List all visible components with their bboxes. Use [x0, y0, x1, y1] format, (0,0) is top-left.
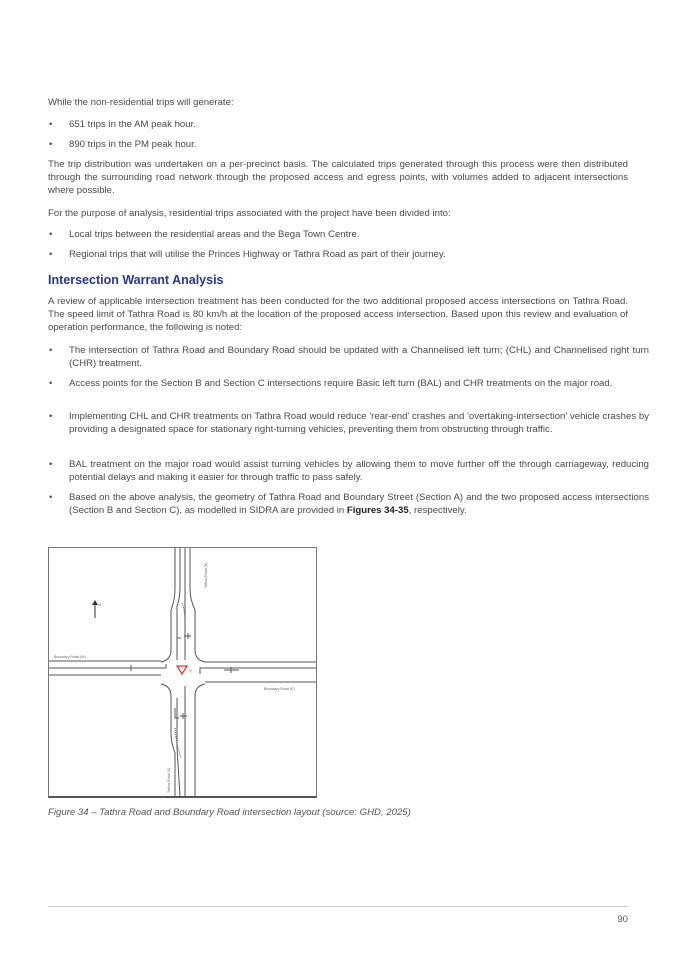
- boundary-road-west-label: Boundary Road (W): [54, 655, 86, 659]
- bullet-icon: •: [49, 492, 53, 503]
- bullet-icon: •: [49, 345, 53, 356]
- bullet-icon: •: [49, 119, 53, 130]
- bullet-icon: •: [49, 378, 53, 389]
- bullet-text: BAL treatment on the major road would assist turning vehicles by allowing them to move further off the through carriageway, reducing potential delays and making it easier for through traffic to pass safely.: [69, 459, 649, 484]
- bullet-chl-chr-benefits: [48, 410, 649, 436]
- tathra-south-east-edge: [195, 684, 205, 796]
- lane-marking-north: [177, 628, 191, 639]
- tathra-road-south-label: Tathra Road (S): [167, 767, 171, 793]
- page-number: 90: [617, 914, 628, 925]
- non-residential-lead: While the non-residential trips will generate:: [48, 97, 234, 108]
- lane-arrow-west: [124, 665, 139, 671]
- bullet-regional-trips: [48, 248, 649, 261]
- bullet-text: Regional trips that will utilise the Princes Highway or Tathra Road as part of their journey.: [69, 249, 446, 260]
- bullet-local-trips: [48, 228, 649, 241]
- trip-distribution-paragraph: The trip distribution was undertaken on a per-precinct basis. The calculated trips generated through this process were then distributed through the surrounding road network through the proposed access and egress points, with volumes added to adjacent intersections where possible.: [48, 159, 628, 197]
- bullet-text: Access points for the Section B and Section C intersections require Basic left turn (BAL) and CHR treatments on the major road.: [69, 378, 613, 389]
- bullet-text: Local trips between the residential areas and the Bega Town Centre.: [69, 229, 360, 240]
- bullet-text: The intersection of Tathra Road and Boundary Road should be updated with a Channelised left turn; (CHL) and Channelised right turn (CHR) treatment.: [69, 345, 649, 370]
- bullet-text: 651 trips in the AM peak hour.: [69, 119, 196, 130]
- figure-reference-link[interactable]: Figures 34-35: [346, 505, 409, 517]
- tathra-north-east-edge: [190, 548, 205, 662]
- give-way-marker-label: ?: [189, 669, 192, 674]
- bullet-access-points: [48, 377, 649, 390]
- north-label: N: [98, 602, 101, 607]
- section-heading: Intersection Warrant Analysis: [48, 273, 224, 287]
- give-way-icon: [177, 666, 187, 674]
- bullet-text: Implementing CHL and CHR treatments on Tathra Road would reduce 'rear-end' crashes and 'overtaking-intersection' vehicle crashes by providing a designated space for stationary right-turning vehicles, preventing them from obstructing through traffic.: [69, 411, 649, 436]
- bullet-text-end: , respectively.: [408, 505, 467, 517]
- bullet-icon: •: [49, 229, 53, 240]
- bullet-am-trips: [48, 118, 649, 131]
- bullet-text: Based on the above analysis, the geometry of Tathra Road and Boundary Street (Section A) and the two proposed access intersections (Section B and Section C), as modelled in SIDRA are provided in: [69, 492, 649, 517]
- review-paragraph: A review of applicable intersection treatment has been conducted for the two additional proposed access intersections on Tathra Road. The speed limit of Tathra Road is 80 km/h at the location of the proposed access intersection. Based upon this review and evaluation of operation performance, the following is noted:: [48, 296, 628, 334]
- boundary-road-east-label: Boundary Road (E): [264, 687, 295, 691]
- bullet-icon: •: [49, 139, 53, 150]
- bullet-icon: •: [49, 249, 53, 260]
- bullet-icon: •: [49, 459, 53, 470]
- bullet-text: 890 trips in the PM peak hour.: [69, 139, 197, 150]
- figure-caption: Figure 34 – Tathra Road and Boundary Road intersection layout (source: GHD, 2025): [48, 807, 411, 818]
- bullet-pm-trips: [48, 138, 649, 151]
- intersection-layout-figure: [48, 547, 317, 798]
- purpose-paragraph: For the purpose of analysis, residential trips associated with the project have been divided into:: [48, 208, 451, 219]
- tathra-road-north-label: Tathra Road (N): [204, 562, 208, 588]
- bullet-icon: •: [49, 411, 53, 422]
- bullet-chl-chr-update: [48, 344, 649, 370]
- bullet-bal-benefits: [48, 458, 649, 484]
- bullet-geometry-summary: [48, 491, 649, 517]
- tathra-north-west-edge: [161, 548, 175, 662]
- intersection-diagram: [49, 548, 316, 796]
- footer-divider: [48, 906, 628, 907]
